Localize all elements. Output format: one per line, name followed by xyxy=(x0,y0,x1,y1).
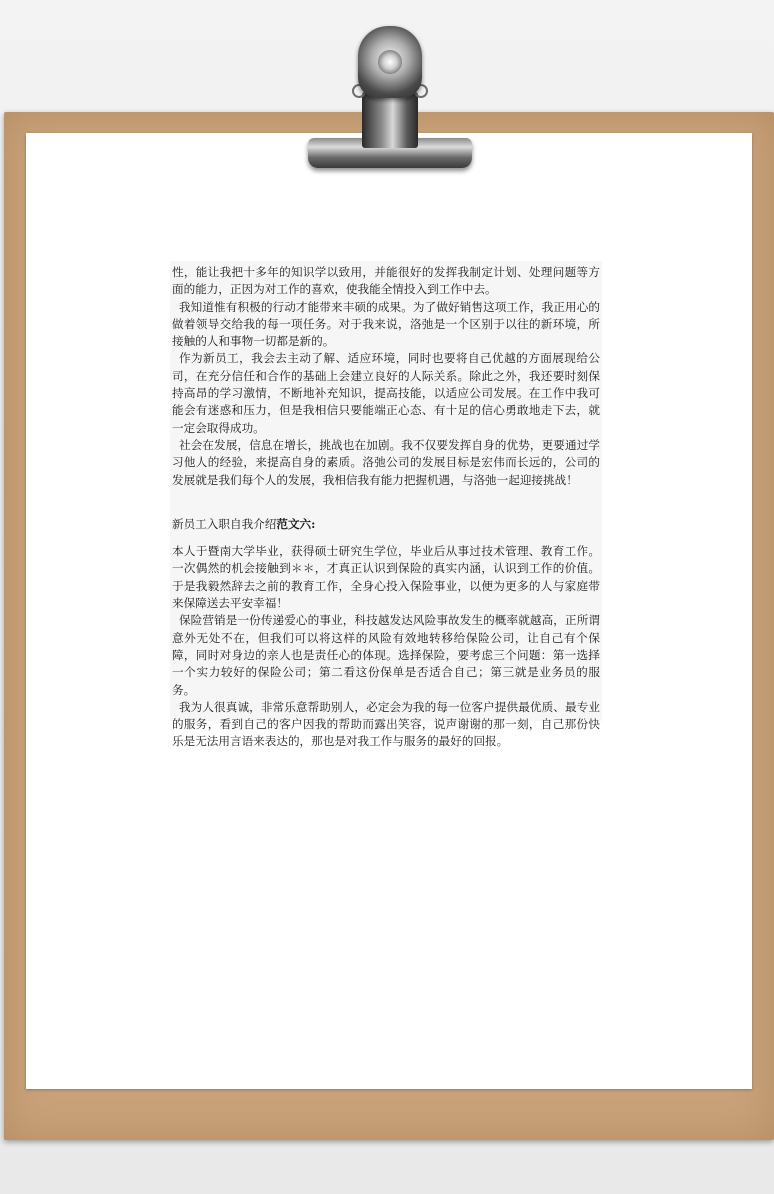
intro-paragraph-2: 我知道惟有积极的行动才能带来丰硕的成果。为了做好销售这项工作，我正用心的做着领导交给我的每一项任务。对于我来说，洛弛是一个区别于以往的新环境，所接触的人和事物一切都是新的。 xyxy=(172,299,600,349)
section-paragraph-2: 保险营销是一份传递爱心的事业，科技越发达风险事故发生的概率就越高，正所谓意外无处不在，但我们可以将这样的风险有效地转移给保险公司，让自己有个保障，同时对身边的亲人也是责任心的体现。选择保险，要考虑三个问题：第一选择一个实力较好的保险公司；第二看这份保单是否适合自己；第三就是业务员的服务。 xyxy=(172,613,600,697)
clip-hole xyxy=(378,50,402,74)
intro-paragraph-1: 性，能让我把十多年的知识学以致用，并能很好的发挥我制定计划、处理问题等方面的能力，正因为对工作的喜欢，使我能全情投入到工作中去。 xyxy=(172,265,600,297)
document-text-block xyxy=(170,261,602,749)
section-paragraph-3: 我为人很真诚，非常乐意帮助别人，必定会为我的每一位客户提供最优质、最专业的服务，看到自己的客户因我的帮助而露出笑容，说声谢谢的那一刻，自己那份快乐是无法用言语来表达的，那也是对我工作与服务的最好的回报。 xyxy=(172,699,600,749)
section-heading xyxy=(172,516,600,533)
intro-paragraph-4: 社会在发展，信息在增长，挑战也在加剧。我不仅要发挥自身的优势，更要通过学习他人的经验，来提高自身的素质。洛弛公司的发展目标是宏伟而长远的，公司的发展就是我们每个人的发展，我相信我有能力把握机遇，与洛弛一起迎接挑战！ xyxy=(172,437,600,487)
clip-plate xyxy=(362,92,418,148)
intro-paragraph-3: 作为新员工，我会去主动了解、适应环境，同时也要将自己优越的方面展现给公司，在充分信任和合作的基础上会建立良好的人际关系。除此之外，我还要时刻保持高昂的学习激情，不断地补充知识，提高技能，以适应公司发展。在工作中我可能会有迷惑和压力，但是我相信只要能端正心态、有十足的信心勇敢地走下去，就一定会取得成功。 xyxy=(172,351,600,435)
section-paragraph-1: 本人于暨南大学毕业，获得硕士研究生学位，毕业后从事过技术管理、教育工作。一次偶然的机会接触到＊＊，才真正认识到保险的真实内涵，认识到工作的价值。于是我毅然辞去之前的教育工作，全身心投入保险事业，以便为更多的人与家庭带来保障送去平安幸福！ xyxy=(172,544,600,611)
binder-clip-icon xyxy=(300,26,480,178)
section-heading-prefix: 新员工入职自我介绍 xyxy=(172,516,277,531)
section-heading-bold: 范文六: xyxy=(276,516,316,531)
